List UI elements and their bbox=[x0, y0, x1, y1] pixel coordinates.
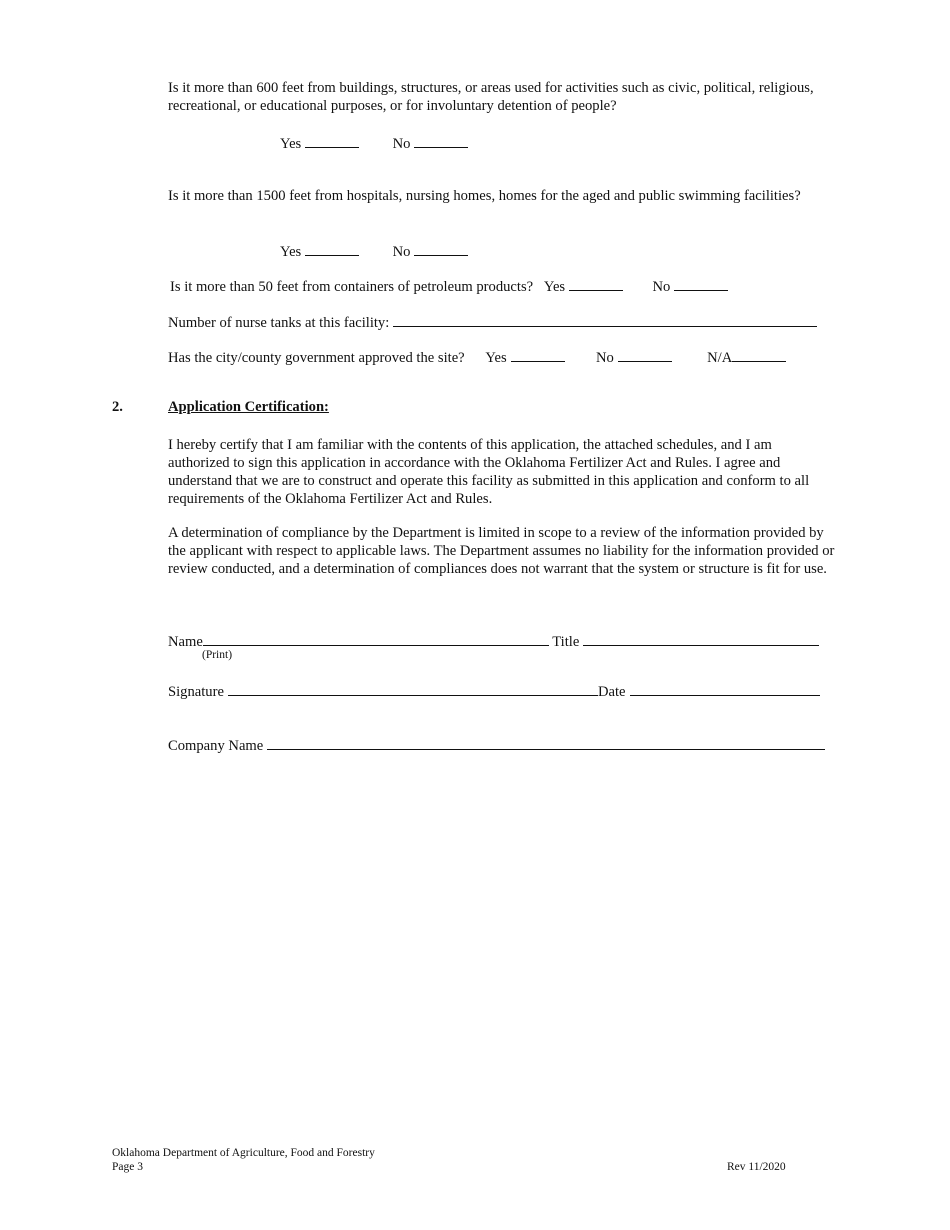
print-note: (Print) bbox=[202, 649, 233, 661]
na-blank[interactable] bbox=[732, 347, 786, 362]
question-site-approval bbox=[168, 347, 786, 367]
yes-label: Yes bbox=[280, 244, 302, 260]
no-label: No bbox=[595, 350, 614, 366]
yes-label: Yes bbox=[485, 350, 507, 366]
name-label: Name bbox=[168, 634, 203, 650]
no-label: No bbox=[652, 279, 671, 295]
nurse-tanks-row bbox=[168, 312, 817, 332]
no-blank[interactable] bbox=[674, 276, 728, 291]
question-approval-text: Has the city/county government approved the site? bbox=[168, 350, 465, 366]
footer-rev: Rev 11/2020 bbox=[727, 1161, 786, 1173]
no-label: No bbox=[392, 136, 411, 152]
company-blank[interactable] bbox=[267, 735, 825, 750]
signature-date-row bbox=[168, 681, 820, 701]
yes-blank[interactable] bbox=[305, 241, 359, 256]
yes-blank[interactable] bbox=[569, 276, 623, 291]
question-hospital-distance: Is it more than 1500 feet from hospitals, nursing homes, homes for the aged and public swimming facilities? bbox=[168, 188, 801, 204]
company-row bbox=[168, 735, 825, 755]
no-blank[interactable] bbox=[414, 241, 468, 256]
yes-blank[interactable] bbox=[511, 347, 565, 362]
compliance-paragraph: A determination of compliance by the Department is limited in scope to a review of the information provided by the applicant with respect to applicable laws. The Department assumes no liability for the information provided or review conducted, and a determination of compliances does not warrant that the system or structure is fit for use. bbox=[168, 525, 835, 577]
footer-page: Page 3 bbox=[112, 1161, 143, 1173]
date-blank[interactable] bbox=[630, 681, 820, 696]
title-blank[interactable] bbox=[583, 631, 819, 646]
question-petroleum-text: Is it more than 50 feet from containers of petroleum products? bbox=[170, 279, 534, 295]
question-civic-distance: Is it more than 600 feet from buildings, structures, or areas used for activities such as civic, political, religious, recreational, or educational purposes, or for involuntary detention of people? bbox=[168, 80, 814, 114]
company-label: Company Name bbox=[168, 738, 264, 754]
yes-label: Yes bbox=[280, 136, 302, 152]
signature-blank[interactable] bbox=[228, 681, 598, 696]
title-label: Title bbox=[552, 634, 580, 650]
question-petroleum-distance bbox=[170, 276, 728, 296]
no-blank[interactable] bbox=[618, 347, 672, 362]
nurse-tanks-label: Number of nurse tanks at this facility: bbox=[168, 315, 390, 331]
answer-row-civic bbox=[280, 133, 468, 153]
no-blank[interactable] bbox=[414, 133, 468, 148]
section-title: Application Certification: bbox=[168, 399, 329, 415]
section-number: 2. bbox=[112, 399, 123, 415]
footer-org: Oklahoma Department of Agriculture, Food and Forestry bbox=[112, 1147, 375, 1159]
signature-label: Signature bbox=[168, 684, 224, 700]
name-blank[interactable] bbox=[203, 631, 549, 646]
yes-blank[interactable] bbox=[305, 133, 359, 148]
na-label: N/A bbox=[707, 350, 733, 366]
answer-row-hospital bbox=[280, 241, 468, 261]
yes-label: Yes bbox=[543, 279, 566, 295]
nurse-tanks-blank[interactable] bbox=[393, 312, 817, 327]
name-title-row bbox=[168, 631, 819, 651]
no-label: No bbox=[392, 244, 411, 260]
date-label: Date bbox=[597, 684, 626, 700]
certification-paragraph: I hereby certify that I am familiar with the contents of this application, the attached schedules, and I am authorized to sign this application in accordance with the Oklahoma Fertilizer Act and Rules. I agree and understand that we are to construct and operate this facility as submitted in this application and conform to all requirements of the Oklahoma Fertilizer Act and Rules. bbox=[168, 437, 810, 507]
